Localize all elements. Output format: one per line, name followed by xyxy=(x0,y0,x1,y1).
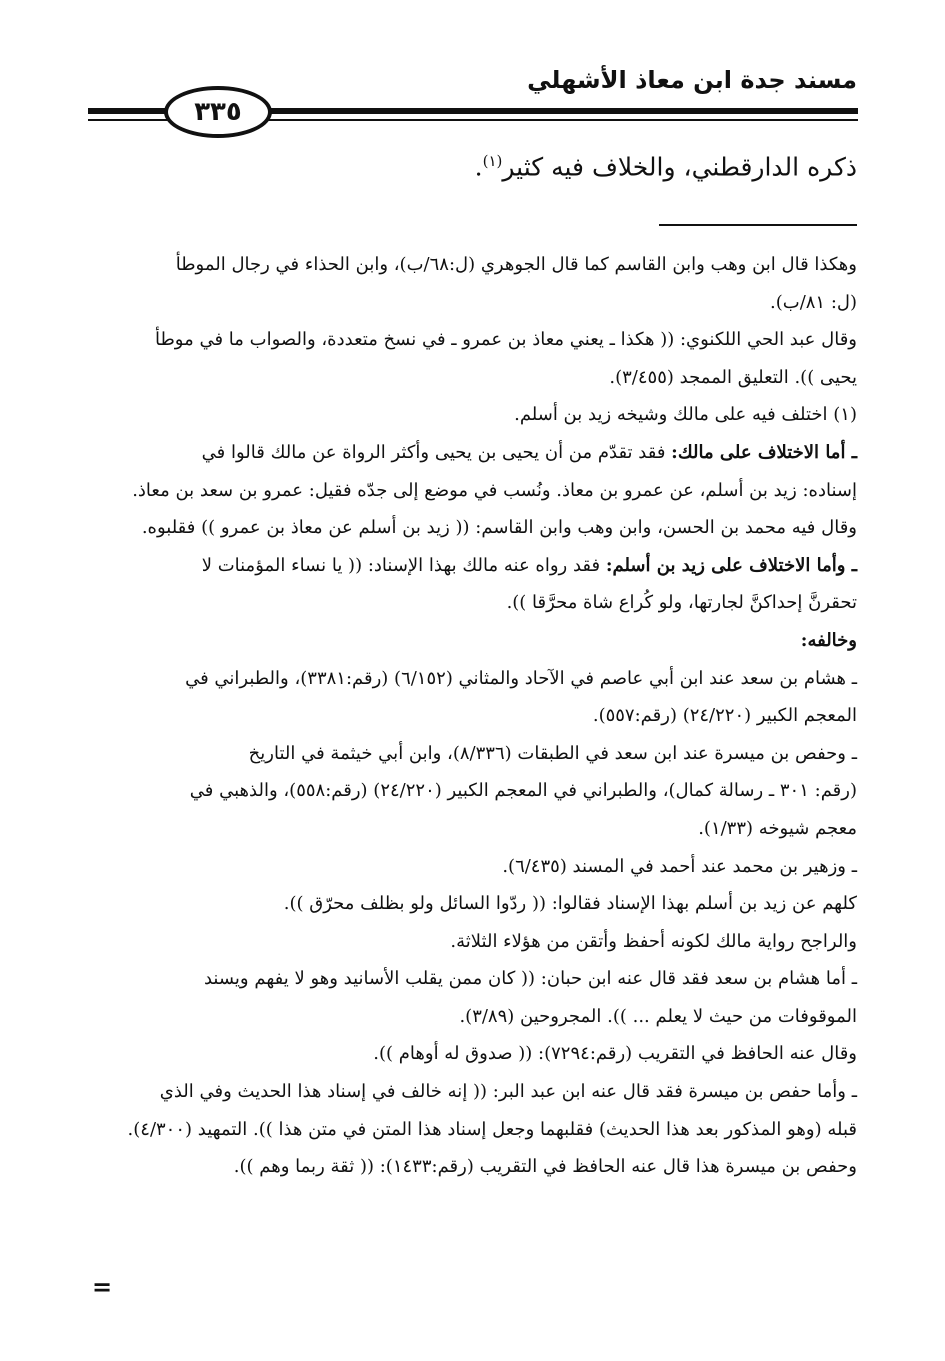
note-line: ـ أما هشام بن سعد فقد قال عنه ابن حبان: (( كان ممن يقلب الأسانيد وهو لا يفهم ويسند xyxy=(203,968,857,990)
note-text: فقد رواه عنه مالك بهذا الإسناد: (( يا نساء المؤمنات لا xyxy=(201,554,606,576)
note-line: معجم شيوخه (١/٣٣). xyxy=(698,817,857,839)
footnote-1-heading: (١) اختلف فيه على مالك وشيخه زيد بن أسلم. xyxy=(514,404,857,426)
main-text xyxy=(87,152,857,181)
note-text: فقد تقدّم من أن يحيى بن يحيى وأكثر الرواة عن مالك قالوا في xyxy=(201,441,672,463)
book-title: مسند جدة ابن معاذ الأشهلي xyxy=(527,66,857,94)
note-line: (رقم: ٣٠١ ـ رسالة كمال)، والطبراني في المعجم الكبير (٢٤/٢٢٠) (رقم:٥٥٨)، والذهبي في xyxy=(189,780,857,802)
section-heading: ـ أما الاختلاف على مالك: xyxy=(671,441,857,463)
note-line: كلهم عن زيد بن أسلم بهذا الإسناد فقالوا: (( ردّوا السائل ولو بظلف محرّق )). xyxy=(283,893,857,915)
note-line: ـ هشام بن سعد عند ابن أبي عاصم في الآحاد والمثاني (٦/١٥٢) (رقم:٣٣٨١)، والطبراني في xyxy=(185,667,857,689)
note-line: يحيى )). التعليق الممجد (٣/٤٥٥). xyxy=(609,366,857,388)
note-line: وقال فيه محمد بن الحسن، وابن وهب وابن القاسم: (( زيد بن أسلم عن معاذ بن عمرو )) فقلبوه. xyxy=(141,517,857,539)
note-line xyxy=(87,434,857,472)
footnote-separator xyxy=(659,224,857,226)
note-line: وحفص بن ميسرة هذا قال عنه الحافظ في التقريب (رقم:١٤٣٣): (( ثقة ربما وهم )). xyxy=(233,1156,857,1178)
note-line: وقال عبد الحي اللكنوي: (( هكذا ـ يعني معاذ بن عمرو ـ في نسخ متعددة، والصواب ما في موطأ xyxy=(154,329,857,351)
continuation-mark: = xyxy=(92,1272,113,1301)
note-line: ـ وحفص بن ميسرة عند ابن سعد في الطبقات (٨/٣٣٦)، وابن أبي خيثمة في التاريخ xyxy=(248,742,857,764)
footnote-ref[interactable]: (١) xyxy=(482,152,503,170)
note-line: إسناده: زيد بن أسلم، عن عمرو بن معاذ. ونُسب في موضع إلى جدّه فقيل: عمرو بن سعد بن معاذ. xyxy=(132,479,857,501)
note-line: والراجح رواية مالك لكونه أحفظ وأتقن من هؤلاء الثلاثة. xyxy=(450,930,857,952)
note-line: المعجم الكبير (٢٤/٢٢٠) (رقم:٥٥٧). xyxy=(592,705,857,727)
note-line: وقال عنه الحافظ في التقريب (رقم:٧٢٩٤): (( صدوق له أوهام )). xyxy=(373,1043,857,1065)
note-line: قبله (وهو المذكور بعد هذا الحديث) فقلبهما وجعل إسناد هذا المتن في متن هذا )). التمهيد (٤/٣٠٠). xyxy=(127,1118,857,1140)
main-end: . xyxy=(474,152,483,182)
note-line xyxy=(87,622,857,660)
section-heading: ـ وأما الاختلاف على زيد بن أسلم: xyxy=(605,554,857,576)
note-line: الموقوفات من حيث لا يعلم ... )). المجروحين (٣/٨٩). xyxy=(459,1005,857,1027)
main-sentence: ذكره الدارقطني، والخلاف فيه كثير xyxy=(502,152,857,182)
note-line: وهكذا قال ابن وهب وابن القاسم كما قال الجوهري (ل:٦٨/ب)، وابن الحذاء في رجال الموطأ xyxy=(175,254,857,275)
note-line: (ل: ٨١/ب). xyxy=(770,291,857,313)
note-line: ـ وأما حفص بن ميسرة فقد قال عنه ابن عبد البر: (( إنه خالف في إسناد هذا الحديث وفي الذي xyxy=(159,1081,857,1103)
note-line: ـ وزهير بن محمد عند أحمد في المسند (٦/٤٣٥). xyxy=(502,855,857,877)
page-number-badge xyxy=(164,86,272,138)
page-number: ٣٣٥ xyxy=(194,97,242,127)
note-line: تحقرنَّ إحداكنَّ لجارتها، ولو كُراع شاة محرَّقا )). xyxy=(506,592,857,614)
footnotes xyxy=(87,246,857,1186)
note-line xyxy=(87,547,857,585)
section-heading: وخالفه: xyxy=(800,629,857,651)
